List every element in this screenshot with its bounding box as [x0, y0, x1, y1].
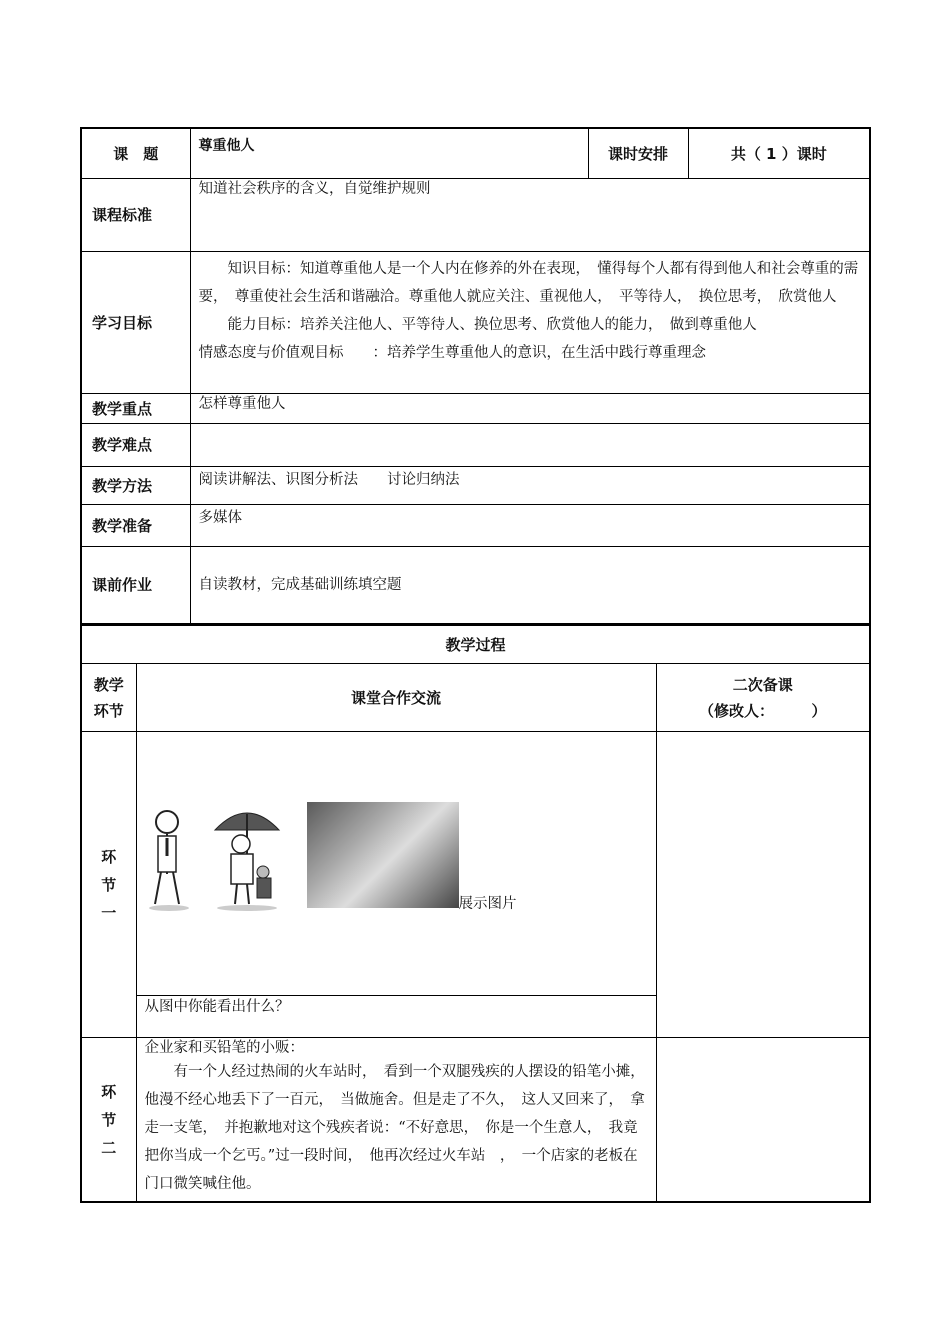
process-col-stage [81, 664, 136, 732]
topic-label: 课 题 [81, 128, 190, 178]
section2-char1: 环 [101, 1082, 117, 1101]
method-value: 阅读讲解法、识图分析法 讨论归纳法 [190, 466, 870, 504]
schedule-label: 课时安排 [588, 128, 688, 178]
section1-images [136, 732, 656, 996]
section2-title: 企业家和买铅笔的小贩： [144, 1040, 304, 1056]
process-col-stage-line1: 教学 [93, 675, 124, 694]
schedule-value: 共（ 1 ）课时 [688, 128, 870, 178]
goal-attitude: 情感态度与价值观目标 ：培养学生尊重他人的意识，在生活中践行尊重理念 [198, 344, 707, 361]
process-col-stage-line2: 环节 [93, 701, 124, 720]
section1-revision-cell [656, 732, 870, 1038]
lesson-plan-page [80, 127, 869, 1203]
image-caption: 展示图片 [458, 896, 517, 912]
process-col-revision-line2: （修改人： ） [698, 701, 827, 720]
prep-value: 多媒体 [190, 504, 870, 546]
goal-label: 学习目标 [81, 251, 190, 393]
method-label: 教学方法 [81, 466, 190, 504]
section2-revision-cell [656, 1038, 870, 1203]
topic-value: 尊重他人 [190, 128, 588, 178]
goal-knowledge: 知识目标：知道尊重他人是一个人内在修养的外在表现， 懂得每个人都有得到他人和社会尊重的需要， 尊重使社会生活和谐融洽。尊重他人就应关注、重视他人， 平等待人， 换位思考， 欣赏他人 [198, 260, 859, 305]
process-title: 教学过程 [81, 626, 870, 664]
goal-ability: 能力目标：培养关注他人、平等待人、换位思考、欣赏他人的能力， 做到尊重他人 [227, 316, 757, 333]
section2-label [81, 1038, 136, 1203]
difficulty-label: 教学难点 [81, 423, 190, 466]
prep-label: 教学准备 [81, 504, 190, 546]
focus-label: 教学重点 [81, 393, 190, 423]
focus-value: 怎样尊重他人 [190, 393, 870, 423]
lesson-plan-table [80, 127, 871, 625]
homework-value: 自读教材，完成基础训练填空题 [190, 546, 870, 624]
standard-label: 课程标准 [81, 178, 190, 251]
difficulty-value [190, 423, 870, 466]
section2-story [136, 1038, 656, 1203]
section2-char2: 节 [101, 1110, 117, 1129]
section1-question: 从图中你能看出什么？ [136, 996, 656, 1038]
section1-char2: 节 [101, 875, 117, 894]
goal-value [190, 251, 870, 393]
section2-char3: 二 [101, 1138, 117, 1157]
process-col-revision-line1: 二次备课 [732, 675, 793, 694]
process-col-activity: 课堂合作交流 [136, 664, 656, 732]
process-col-revision [656, 664, 870, 732]
process-table [80, 625, 871, 1203]
man-cartoon-image [145, 804, 193, 912]
section1-label [81, 732, 136, 1038]
homework-label: 课前作业 [81, 546, 190, 624]
umbrella-cartoon-image [211, 800, 283, 912]
standard-value: 知道社会秩序的含义，自觉维护规则 [190, 178, 870, 251]
section1-char3: 一 [101, 903, 117, 922]
handshake-photo-image [307, 802, 459, 908]
section1-char1: 环 [101, 847, 117, 866]
section2-body: 有一个人经过热闹的火车站时， 看到一个双腿残疾的人摆设的铅笔小摊， 他漫不经心地丢下了一百元， 当做施舍。但是走了不久， 这人又回来了， 拿走一支笔， 并抱歉地对这个残疾者说：“不好意思， 你是一个生意人， 我竟把你当成一个乞丐。”过一段时间， 他再次经过火车站 ， 一个店家的老板在门口微笑喊住他。 [144, 1064, 652, 1192]
